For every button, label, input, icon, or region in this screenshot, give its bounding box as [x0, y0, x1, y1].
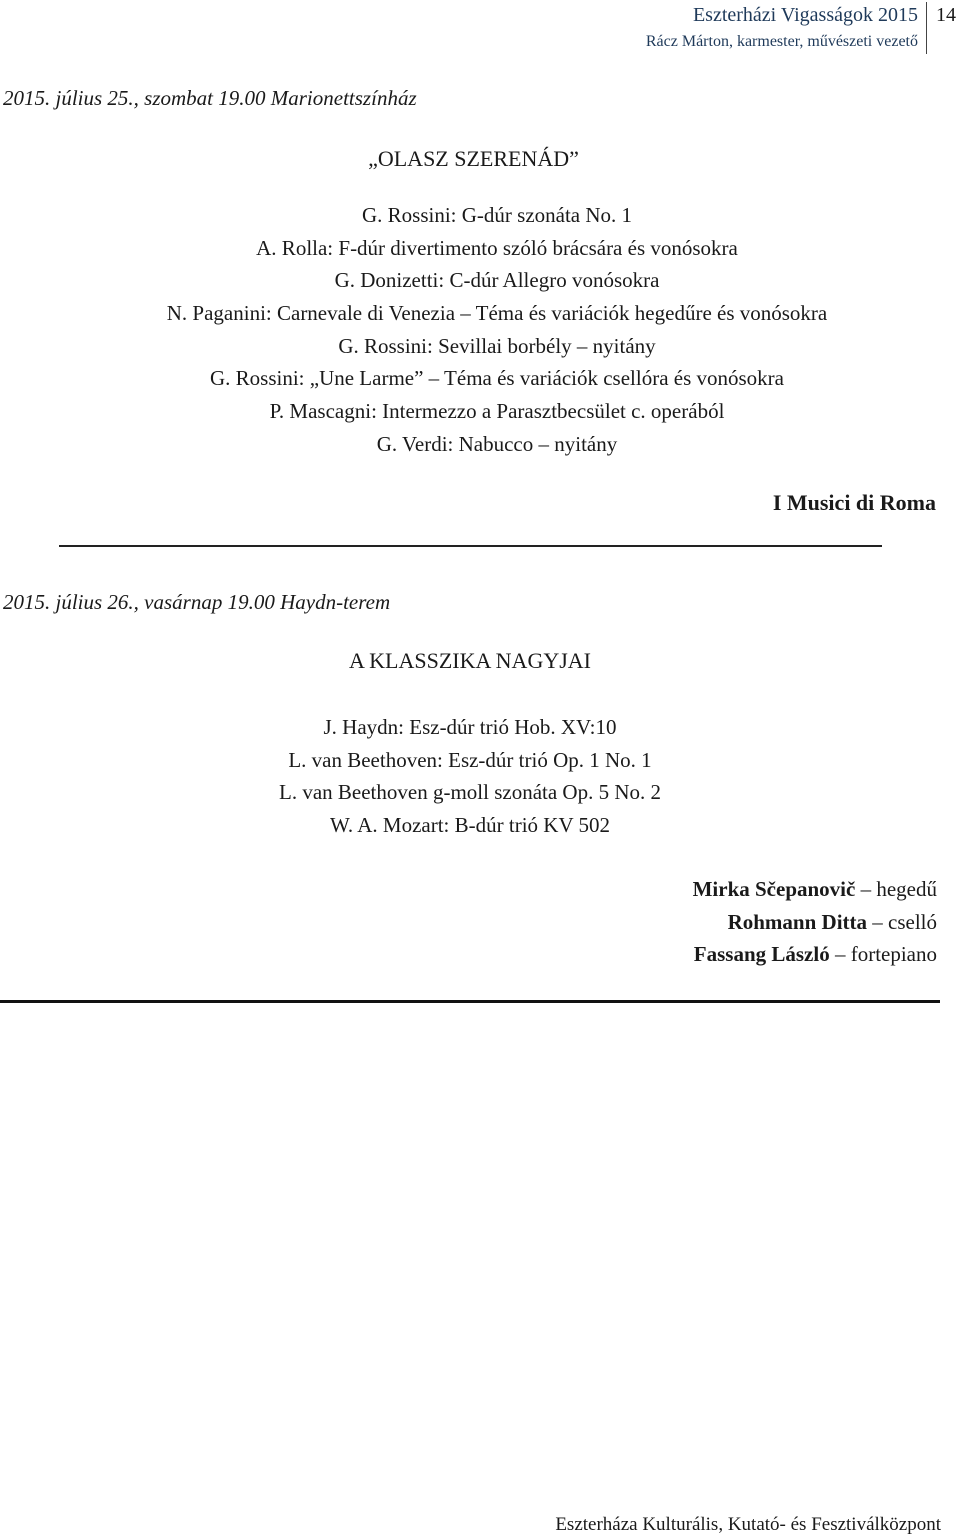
performer-role: – fortepiano	[834, 942, 937, 966]
program-item: G. Rossini: Sevillai borbély – nyitány	[338, 333, 656, 358]
performer-name: Rohmann Ditta	[727, 909, 868, 934]
program-item: A. Rolla: F-dúr divertimento szóló brácsára és vonósokra	[256, 235, 738, 260]
event-date-line: 2015. július 25., szombat 19.00 Marionettszínház	[3, 86, 417, 110]
header-subtitle: Rácz Márton, karmester, művészeti vezető	[645, 33, 918, 50]
footer-text: Eszterháza Kulturális, Kutató- és Fesztiválközpont	[555, 1514, 941, 1535]
program-title: „OLASZ SZERENÁD”	[368, 146, 579, 171]
performer-name: Fassang László	[693, 942, 830, 966]
performer-role: – cselló	[872, 909, 937, 934]
program-item: G. Verdi: Nabucco – nyitány	[376, 431, 618, 456]
program-item: N. Paganini: Carnevale di Venezia – Téma és variációk hegedűre és vonósokra	[166, 301, 828, 326]
performer-row	[693, 906, 937, 939]
program-title: A KLASSZIKA NAGYJAI	[348, 648, 591, 673]
program-list	[0, 199, 960, 461]
program-list	[0, 711, 940, 841]
page-number: 14	[936, 4, 956, 26]
performer-row	[693, 938, 937, 971]
event-date-line: 2015. július 26., vasárnap 19.00 Haydn-terem	[3, 590, 391, 614]
section-divider	[59, 545, 882, 547]
program-item: L. van Beethoven g-moll szonáta Op. 5 No. 2	[279, 780, 661, 804]
program-item: G. Donizetti: C-dúr Allegro vonósokra	[334, 268, 660, 293]
performer-name: Mirka Sčepanovič	[692, 877, 856, 901]
performer-name: I Musici di Roma	[772, 490, 936, 515]
header-title: Eszterházi Vigasságok 2015	[692, 4, 918, 26]
performer-row	[693, 873, 937, 906]
program-item: W. A. Mozart: B-dúr trió KV 502	[330, 812, 610, 837]
performer-role: – hegedű	[860, 877, 937, 901]
program-item: G. Rossini: G-dúr szonáta No. 1	[361, 203, 633, 227]
performer-list	[693, 873, 937, 971]
header-divider	[926, 2, 927, 54]
program-item: P. Mascagni: Intermezzo a Parasztbecsület c. operából	[269, 399, 725, 424]
program-item: J. Haydn: Esz-dúr trió Hob. XV:10	[323, 715, 617, 739]
program-item: L. van Beethoven: Esz-dúr trió Op. 1 No. 1	[288, 747, 652, 772]
program-item: G. Rossini: „Une Larme” – Téma és variációk csellóra és vonósokra	[209, 366, 784, 391]
section-divider	[0, 1000, 940, 1003]
